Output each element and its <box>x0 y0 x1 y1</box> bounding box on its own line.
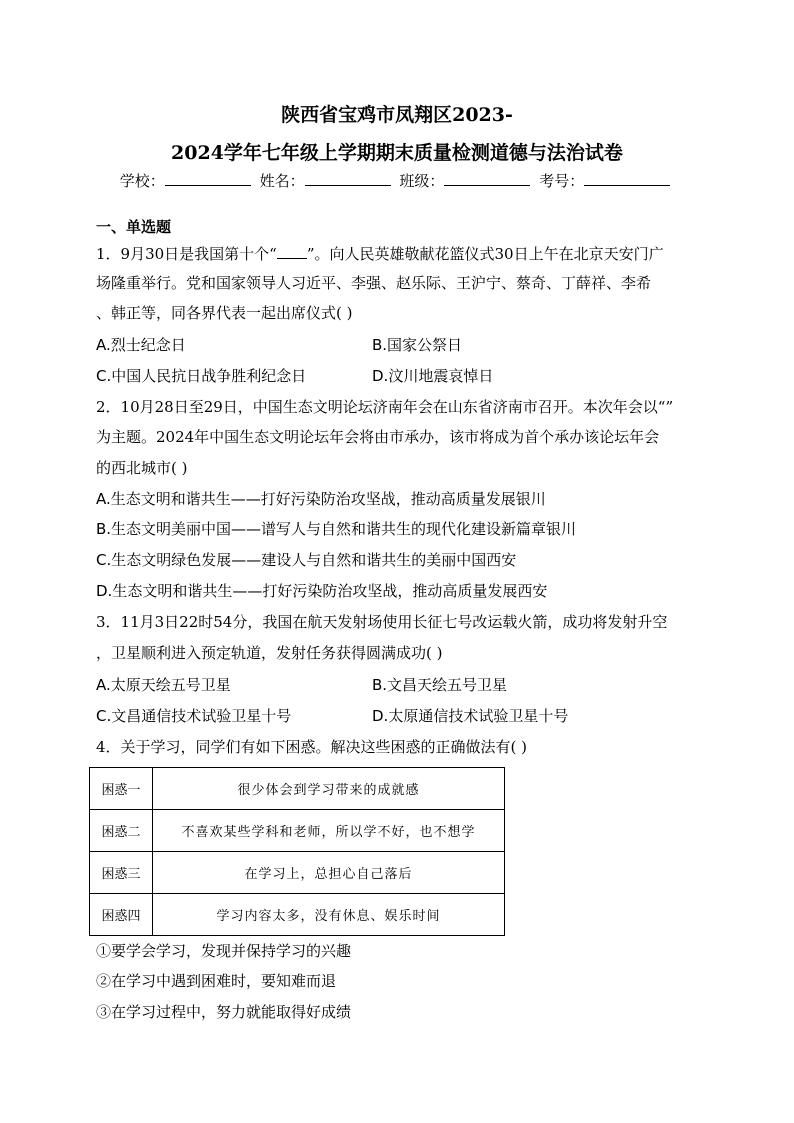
q2-option-c[interactable]: C.生态文明绿色发展——建设人与自然和谐共生的美丽中国西安 <box>96 551 517 569</box>
q1-option-d[interactable]: D.汶川地震哀悼日 <box>372 367 494 385</box>
q1-answer-blank <box>277 245 307 259</box>
title-line-2: 2024学年七年级上学期期末质量检测道德与法治试卷 <box>171 142 623 164</box>
q1-line-1 <box>96 243 664 264</box>
q2-option-a[interactable]: A.生态文明和谐共生——打好污染防治攻坚战，推动高质量发展银川 <box>96 490 546 508</box>
section-title: 一、单选题 <box>96 218 172 236</box>
class-label: 班级： <box>399 172 445 190</box>
school-label: 学校： <box>119 172 165 190</box>
q1-option-a[interactable]: A.烈士纪念日 <box>96 336 186 354</box>
q1-option-b[interactable]: B.国家公祭日 <box>372 336 463 354</box>
table-row <box>90 852 505 894</box>
q2-option-b[interactable]: B.生态文明美丽中国——谱写人与自然和谐共生的现代化建设新篇章银川 <box>96 520 577 538</box>
q2-line-2: 为主题。2024年中国生态文明论坛年会将由市承办，该市将成为首个承办该论坛年会 <box>96 428 660 446</box>
exam-number-label: 考号： <box>539 172 585 190</box>
table-cell-key: 困惑一 <box>90 768 153 810</box>
table-cell-key: 困惑三 <box>90 852 153 894</box>
name-label: 姓名： <box>259 172 305 190</box>
class-blank[interactable] <box>444 171 530 186</box>
q2-option-d[interactable]: D.生态文明和谐共生——打好污染防治攻坚战，推动高质量发展西安 <box>96 582 548 600</box>
q1-line-3: 、韩正等，同各界代表一起出席仪式( ) <box>96 304 353 322</box>
table-cell-key: 困惑二 <box>90 810 153 852</box>
table-cell-value: 在学习上，总担心自己落后 <box>153 852 505 894</box>
q1-option-c[interactable]: C.中国人民抗日战争胜利纪念日 <box>96 367 307 385</box>
name-blank[interactable] <box>305 171 391 186</box>
q1-text-a: 1．9月30日是我国第十个“ <box>96 245 277 263</box>
q4-statement-1: ①要学会学习，发现并保持学习的兴趣 <box>96 942 352 960</box>
q3-option-c[interactable]: C.文昌通信技术试验卫星十号 <box>96 707 292 725</box>
table-cell-value: 学习内容太多，没有休息、娱乐时间 <box>153 894 505 936</box>
q1-text-b: ”。向人民英雄敬献花篮仪式30日上午在北京天安门广 <box>306 245 664 263</box>
q4-statement-3: ③在学习过程中，努力就能取得好成绩 <box>96 1003 352 1021</box>
table-cell-key: 困惑四 <box>90 894 153 936</box>
q3-option-d[interactable]: D.太原通信技术试验卫星十号 <box>372 707 569 725</box>
q1-line-2: 场隆重举行。党和国家领导人习近平、李强、赵乐际、王沪宁、蔡奇、丁薛祥、李希 <box>96 274 652 292</box>
q3-line-1: 3．11月3日22时54分，我国在航天发射场使用长征七号改运载火箭，成功将发射升空 <box>96 613 668 631</box>
student-info-row <box>0 170 794 191</box>
table-row <box>90 810 505 852</box>
q3-option-b[interactable]: B.文昌天绘五号卫星 <box>372 676 508 694</box>
confusion-table <box>89 767 505 936</box>
title-line-1: 陕西省宝鸡市凤翔区2023- <box>281 104 513 126</box>
q2-line-1: 2．10月28日至29日，中国生态文明论坛济南年会在山东省济南市召开。本次年会以“” <box>96 398 674 416</box>
q4-line-1: 4．关于学习，同学们有如下困惑。解决这些困惑的正确做法有( ) <box>96 738 528 756</box>
table-cell-value: 不喜欢某些学科和老师，所以学不好，也不想学 <box>153 810 505 852</box>
q4-statement-2: ②在学习中遇到困难时，要知难而退 <box>96 972 337 990</box>
exam-number-blank[interactable] <box>584 171 670 186</box>
table-row <box>90 894 505 936</box>
school-blank[interactable] <box>165 171 251 186</box>
table-cell-value: 很少体会到学习带来的成就感 <box>153 768 505 810</box>
q2-line-3: 的西北城市( ) <box>96 459 188 477</box>
q3-line-2: ，卫星顺利进入预定轨道，发射任务获得圆满成功( ) <box>96 644 443 662</box>
table-row <box>90 768 505 810</box>
q3-option-a[interactable]: A.太原天绘五号卫星 <box>96 676 231 694</box>
